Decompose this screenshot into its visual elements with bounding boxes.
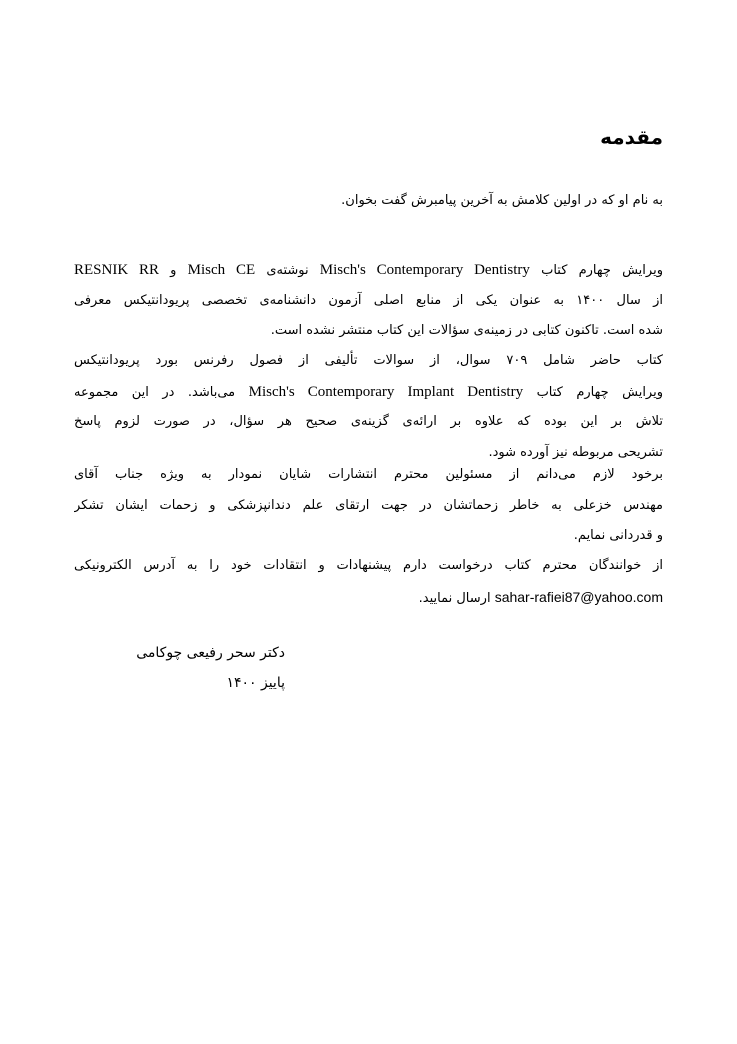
signature-date: پاییز ۱۴۰۰: [226, 675, 285, 691]
paragraph-3-line-2: مهندس خزعلی به خاطر زحماتشان در جهت ارتقای علم دندانپزشکی و زحمات ایشان تشکر: [74, 497, 663, 513]
p1-l1-pre: ویرایش چهارم کتاب: [541, 263, 663, 278]
contact-email[interactable]: sahar-rafiei87@yahoo.com: [494, 588, 663, 605]
paragraph-3-line-1: برخود لازم می‌دانم از مسئولین محترم انتشارات شایان نمودار به ویژه جناب آقای: [74, 467, 663, 482]
author-signature-name: دکتر سحر رفیعی چوکامی: [136, 645, 285, 661]
p1-l1-conj: و: [170, 263, 177, 278]
paragraph-4-line-2: [74, 582, 663, 613]
p4-l2-post: ارسال نمایید.: [418, 590, 491, 606]
p2-l2-post: می‌باشد. در این مجموعه: [74, 384, 236, 400]
p1-l1-mid: نوشته‌ی: [266, 263, 309, 278]
section-heading: مقدمه: [600, 125, 663, 149]
paragraph-4-line-1: از خوانندگان محترم کتاب درخواست دارم پیشنهادات و انتقادات خود را به آدرس الکترونیکی: [74, 558, 663, 573]
paragraph-3: [74, 460, 663, 552]
paragraph-2-line-1: کتاب حاضر شامل ۷۰۹ سوال، از سوالات تألیفی از فصول رفرنس بورد پریودانتیکس: [74, 353, 663, 368]
paragraph-4: [74, 551, 663, 612]
author-1-en: Misch CE: [187, 262, 256, 278]
implant-book-title-en: Misch's Contemporary Implant Dentistry: [248, 383, 524, 400]
paragraph-1-line-2: از سال ۱۴۰۰ به عنوان یکی از منابع اصلی آزمون دانشنامه‌ی تخصصی پریودانتیکس معرفی: [74, 292, 663, 308]
paragraph-2-line-4: تشریحی مربوطه نیز آورده شود.: [488, 444, 663, 460]
author-2-en: RESNIK RR: [74, 262, 159, 278]
paragraph-2: [74, 346, 663, 468]
intro-line: به نام او که در اولین کلامش به آخرین پیامبرش گفت بخوان.: [341, 193, 663, 208]
paragraph-1-line-1: [74, 255, 663, 286]
paragraph-1: [74, 255, 663, 347]
paragraph-1-line-3: شده است. تاکنون کتابی در زمینه‌ی سؤالات این کتاب منتشر نشده است.: [270, 323, 663, 338]
p2-l2-pre: ویرایش چهارم کتاب: [536, 384, 663, 400]
book-title-en: Misch's Contemporary Dentistry: [319, 262, 530, 278]
paragraph-3-line-3: و قدردانی نمایم.: [573, 528, 663, 543]
paragraph-2-line-3: تلاش بر این بوده که علاوه بر ارائه‌ی گزینه‌ی صحیح هر سؤال، در صورت لزوم پاسخ: [74, 414, 663, 429]
paragraph-2-line-2: [74, 377, 663, 408]
